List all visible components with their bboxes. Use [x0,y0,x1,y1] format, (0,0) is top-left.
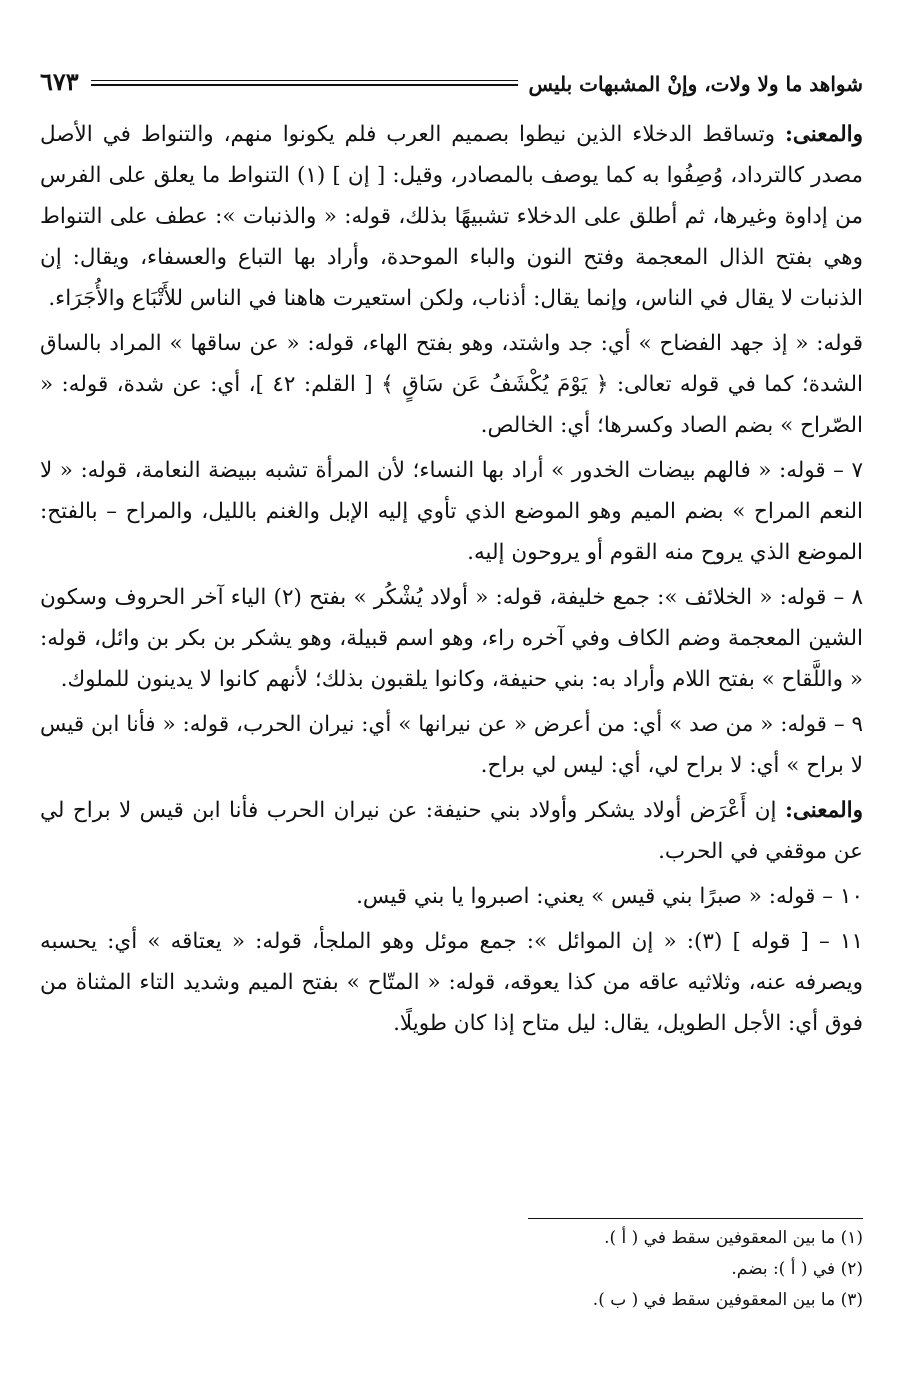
paragraph-text: ٩ – قوله: « من صد » أي: من أعرض « عن نيرانها » أي: نيران الحرب، قوله: « فأنا ابن قيس لا براح » أي: لا براح لي، أي: ليس لي براح. [40,712,863,778]
paragraph-text: إن أَعْرَض أولاد يشكر وأولاد بني حنيفة: عن نيران الحرب فأنا ابن قيس لا براح لي عن موقفي في الحرب. [40,798,863,864]
paragraph-1 [40,114,863,319]
paragraph-2 [40,323,863,446]
paragraph-5 [40,704,863,786]
paragraph-text: وتساقط الدخلاء الذين نيطوا بصميم العرب فلم يكونوا منهم، والتنواط في الأصل مصدر كالترداد، وُصِفُوا به كما يوصف بالمصادر، وقيل: [ إن ] (١) التنواط ما يعلق على الفرس من إداوة وغيرها، ثم أطلق على الدخلاء تشبيهًا بذلك، قوله: « والذنبات »: عطف على التنواط وهي بفتح الذال المعجمة وفتح النون والباء الموحدة، وأراد بها التباع والعسفاء، ويقال: إن الذنبات لا يقال في الناس، وإنما يقال: أذناب، ولكن استعيرت هاهنا في الناس للأَتْبَاع والأُجَرَاء. [40,122,864,311]
footnote-rule [528,1218,863,1219]
paragraph-text: ٨ – قوله: « الخلائف »: جمع خليفة، قوله: « أولاد يُشْكُر » بفتح (٢) الياء آخر الحروف وسكون الشين المعجمة وضم الكاف وفي آخره راء، وهو اسم قبيلة، وهو يشكر بن بكر بن وائل، قوله: « واللَّقاح » بفتح اللام وأراد به: بني حنيفة، وكانوا يلقبون بذلك؛ لأنهم كانوا لا يدينون للملوك. [40,585,863,692]
paragraph-text: ١٠ – قوله: « صبرًا بني قيس » يعني: اصبروا يا بني قيس. [356,884,863,909]
footnote-3: (٣) ما بين المعقوفين سقط في ( ب ). [592,1290,863,1310]
paragraph-3 [40,450,863,573]
running-title: شواهد ما ولا ولات، وإنْ المشبهات بليس [528,72,863,96]
paragraph-text: قوله: « إذ جهد الفضاح » أي: جد واشتد، وهو بفتح الهاء، قوله: « عن ساقها » المراد بالساق الشدة؛ كما في قوله تعالى: ﴿ يَوْمَ يُكْشَفُ عَن سَاقٍ ﴾ [ القلم: ٤٢ ]، أي: عن شدة، قوله: « الصّراح » بضم الصاد وكسرها؛ أي: الخالص. [40,331,863,438]
footnote-1: (١) ما بين المعقوفين سقط في ( أ ). [604,1228,863,1248]
paragraph-text: ٧ – قوله: « فالهم بيضات الخدور » أراد بها النساء؛ لأن المرأة تشبه ببيضة النعامة، قوله: « لا النعم المراح » بضم الميم وهو الموضع الذي تأوي إليه الإبل والغنم بالليل، والمراح – بالفتح: الموضع الذي يروح منه القوم أو يروحون إليه. [40,458,863,565]
paragraph-4 [40,577,863,700]
paragraph-lead: والمعنى: [784,798,863,823]
paragraph-text: ١١ – [ قوله ] (٣): « إن الموائل »: جمع موئل وهو الملجأ، قوله: « يعتاقه » أي: يحسبه ويصرفه عنه، وثلاثيه عاقه من كذا يعوقه، قوله: « المتّاح » بفتح الميم وشديد التاء المثناة من فوق أي: الأجل الطويل، يقال: ليل متاح إذا كان طويلًا. [40,929,863,1036]
page-header [40,52,863,96]
page [40,52,863,1048]
footnotes [40,1218,863,1316]
header-rule [91,80,519,86]
paragraph-6 [40,790,863,872]
paragraph-8 [40,921,863,1044]
footnote-2: (٢) في ( أ ): بضم. [731,1259,863,1279]
paragraph-7 [40,876,863,917]
paragraph-lead: والمعنى: [784,122,863,147]
page-body [40,114,863,1044]
page-number: ٦٧٣ [40,67,79,96]
